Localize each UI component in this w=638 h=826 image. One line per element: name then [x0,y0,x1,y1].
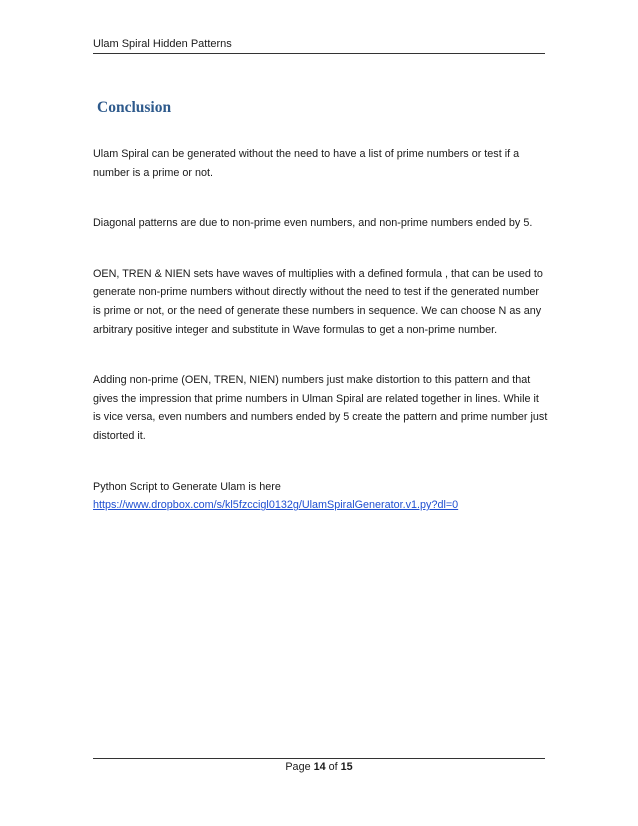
script-download-link[interactable]: https://www.dropbox.com/s/kl5fzccigl0132g/UlamSpiralGenerator.v1.py?dl=0 [93,499,459,512]
paragraph-distortion: Adding non-prime (OEN, TREN, NIEN) numbers just make distortion to this pattern and that gives the impression that prime numbers in Ulman Spiral are related together in lines. While it is vice versa, even numbers and numbers ended by 5 create the pattern and prime number just distorted it. [93,374,548,442]
paragraph-diagonal: Diagonal patterns are due to non-prime even numbers, and non-prime numbers ended by 5. [93,217,533,230]
document-title: Ulam Spiral Hidden Patterns [93,38,232,50]
conclusion-body [93,145,548,515]
total-pages-number: 15 [340,761,353,773]
footer-divider [93,758,545,759]
of-label: of [328,761,338,773]
section-heading: Conclusion [97,99,172,116]
script-intro: Python Script to Generate Ulam is here [93,480,281,493]
page-footer [0,761,638,773]
paragraph-wave-sets: OEN, TREN & NIEN sets have waves of multiplies with a defined formula , that can be used to generate non-prime numbers without directly without the need to test if the generated number is prime or not, or the need of generate these numbers in sequence. We can choose N as any arbitrary positive integer and substitute in Wave formulas to get a non-prime number. [93,267,543,336]
paragraph-generation: Ulam Spiral can be generated without the need to have a list of prime numbers or test if a number is a prime or not. [93,148,520,179]
paragraph-script [93,478,548,515]
current-page-number: 14 [313,761,326,773]
page-header [93,38,545,54]
page-label: Page [285,761,311,773]
